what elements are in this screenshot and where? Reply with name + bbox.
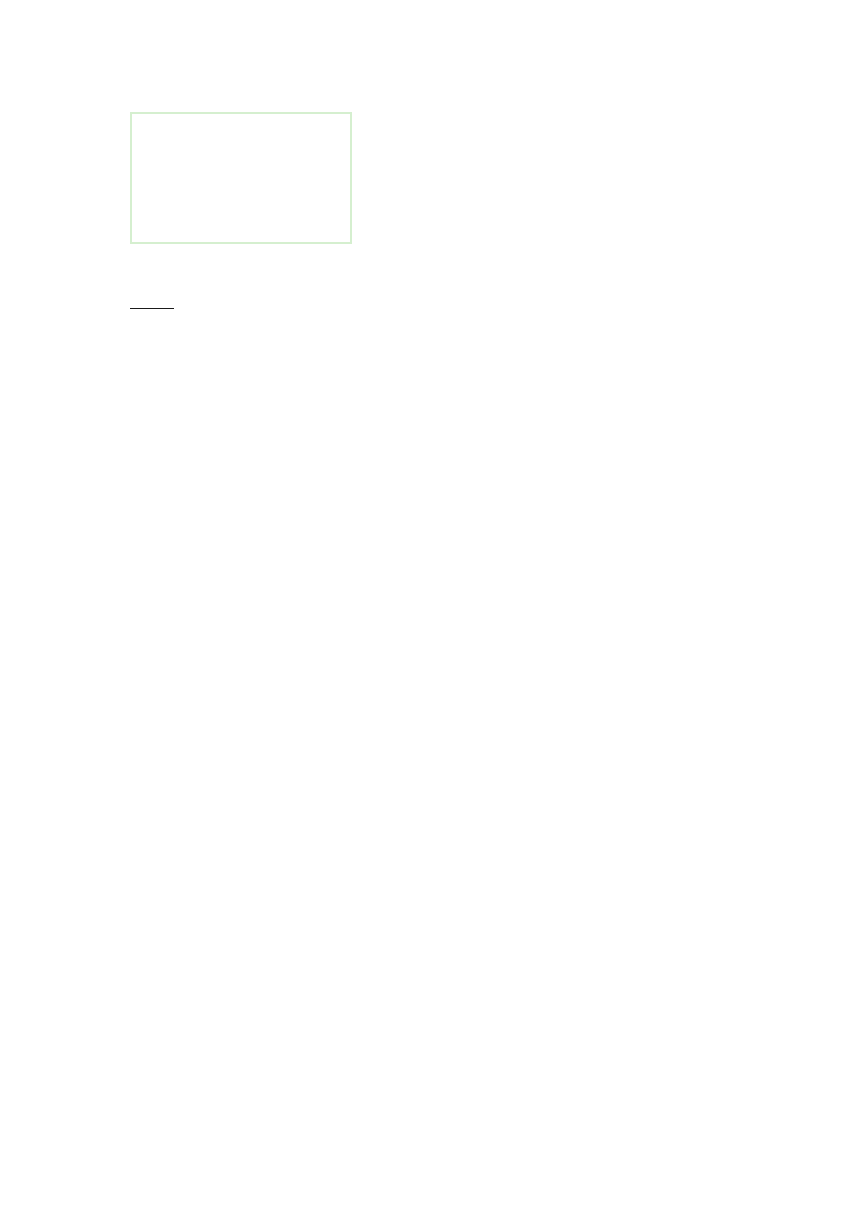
question-2-line-2 <box>130 286 742 320</box>
line-chart-svg <box>132 114 350 242</box>
income-share-chart <box>130 112 352 244</box>
document-body <box>130 106 742 320</box>
answer-blank[interactable] <box>130 294 174 309</box>
